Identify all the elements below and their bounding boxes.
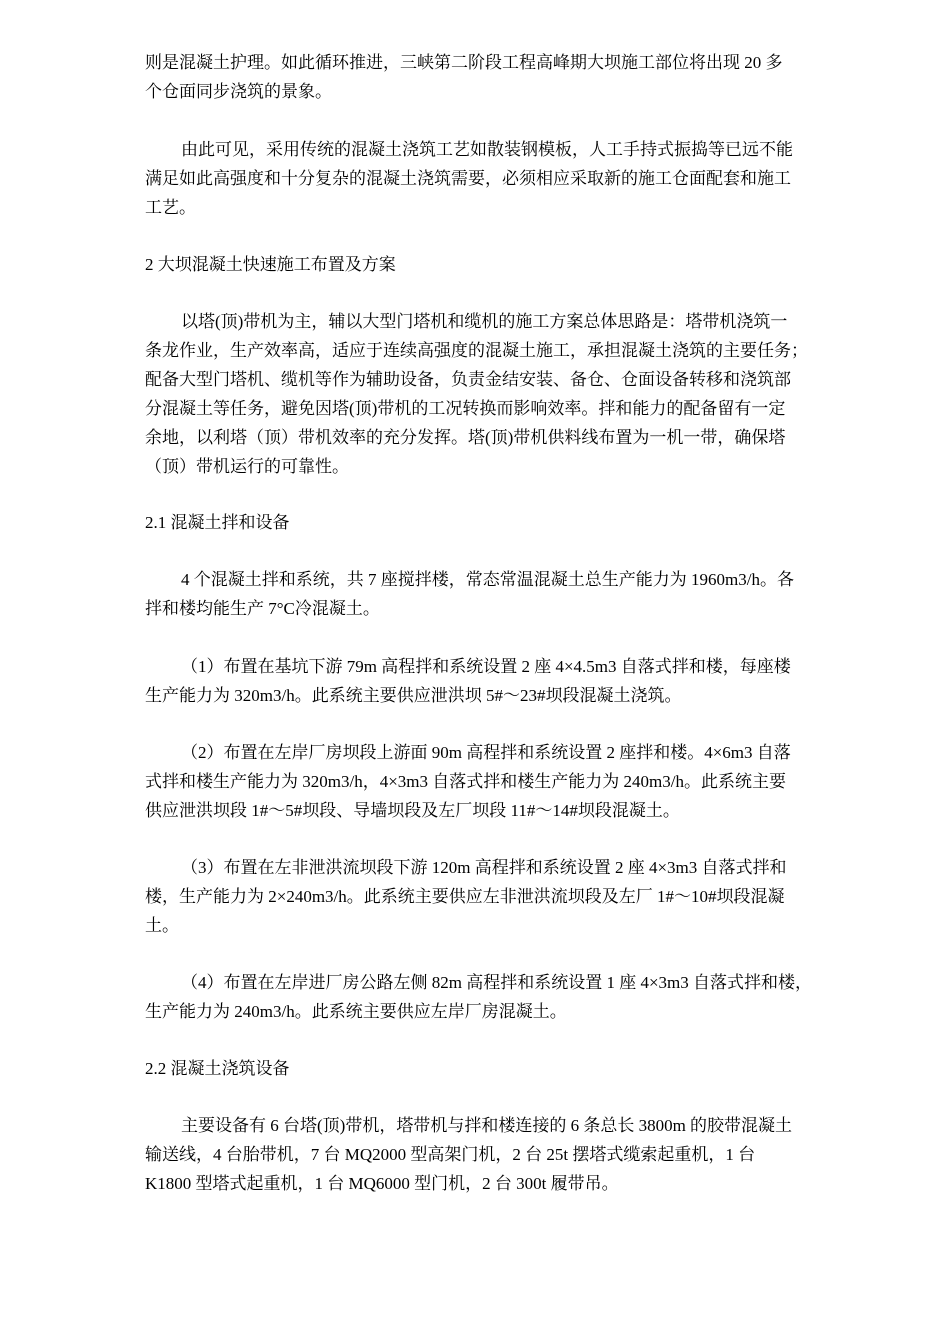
paragraph-mixing-systems (145, 565, 885, 623)
text-line: 土。 (145, 916, 179, 935)
text-line: 分混凝土等任务，避免因塔(顶)带机的工况转换而影响效率。拌和能力的配备留有一定 (145, 399, 786, 418)
section-heading-2-2 (145, 1054, 885, 1083)
paragraph-mixing-system-2 (145, 738, 885, 825)
text-line: 生产能力为 320m3/h。此系统主要供应泄洪坝 5#～23#坝段混凝土浇筑。 (145, 686, 682, 705)
heading-text: 2 大坝混凝土快速施工布置及方案 (145, 255, 396, 274)
text-line: 输送线，4 台胎带机，7 台 MQ2000 型高架门机，2 台 25t 摆塔式缆索起重机，1 台 (145, 1145, 756, 1164)
text-line: （1）布置在基坑下游 79m 高程拌和系统设置 2 座 4×4.5m3 自落式拌和楼，每座楼 (181, 657, 791, 676)
text-line: 供应泄洪坝段 1#～5#坝段、导墙坝段及左厂坝段 11#～14#坝段混凝土。 (145, 801, 680, 820)
text-line: 生产能力为 240m3/h。此系统主要供应左岸厂房混凝土。 (145, 1002, 567, 1021)
paragraph-concrete-curing (145, 48, 885, 106)
paragraph-traditional-process (145, 135, 885, 222)
text-line: 余地，以利塔（顶）带机效率的充分发挥。塔(顶)带机供料线布置为一机一带，确保塔 (145, 428, 786, 447)
text-line: （顶）带机运行的可靠性。 (145, 457, 349, 476)
section-heading-2 (145, 250, 885, 279)
heading-text: 2.2 混凝土浇筑设备 (145, 1059, 290, 1078)
text-line: 由此可见，采用传统的混凝土浇筑工艺如散装钢模板，人工手持式振捣等已远不能 (181, 140, 793, 159)
text-line: （4）布置在左岸进厂房公路左侧 82m 高程拌和系统设置 1 座 4×3m3 自落式拌和楼， (181, 973, 813, 992)
text-line: 满足如此高强度和十分复杂的混凝土浇筑需要，必须相应采取新的施工仓面配套和施工 (145, 169, 791, 188)
text-line: K1800 型塔式起重机，1 台 MQ6000 型门机，2 台 300t 履带吊。 (145, 1174, 619, 1193)
text-line: 条龙作业，生产效率高，适应于连续高强度的混凝土施工，承担混凝土浇筑的主要任务； (145, 341, 808, 360)
text-line: 式拌和楼生产能力为 320m3/h，4×3m3 自落式拌和楼生产能力为 240m3/h。此系统主要 (145, 772, 786, 791)
paragraph-construction-plan (145, 307, 885, 481)
text-line: 以塔(顶)带机为主，辅以大型门塔机和缆机的施工方案总体思路是：塔带机浇筑一 (181, 312, 788, 331)
text-line: （3）布置在左非泄洪流坝段下游 120m 高程拌和系统设置 2 座 4×3m3 自落式拌和 (181, 858, 787, 877)
text-line: （2）布置在左岸厂房坝段上游面 90m 高程拌和系统设置 2 座拌和楼。4×6m3 自落 (181, 743, 791, 762)
text-line: 主要设备有 6 台塔(顶)带机，塔带机与拌和楼连接的 6 条总长 3800m 的胶带混凝土 (181, 1116, 793, 1135)
heading-text: 2.1 混凝土拌和设备 (145, 513, 290, 532)
paragraph-mixing-system-3 (145, 853, 885, 940)
text-line: 个仓面同步浇筑的景象。 (145, 82, 332, 101)
paragraph-mixing-system-1 (145, 652, 885, 710)
text-line: 拌和楼均能生产 7°C冷混凝土。 (145, 599, 380, 618)
paragraph-pouring-equipment (145, 1111, 885, 1198)
text-line: 配备大型门塔机、缆机等作为辅助设备，负责金结安装、备仓、仓面设备转移和浇筑部 (145, 370, 791, 389)
section-heading-2-1 (145, 508, 885, 537)
text-line: 则是混凝土护理。如此循环推进，三峡第二阶段工程高峰期大坝施工部位将出现 20 多 (145, 53, 783, 72)
text-line: 楼，生产能力为 2×240m3/h。此系统主要供应左非泄洪流坝段及左厂 1#～10#坝段混凝 (145, 887, 785, 906)
text-line: 工艺。 (145, 198, 196, 217)
text-line: 4 个混凝土拌和系统，共 7 座搅拌楼，常态常温混凝土总生产能力为 1960m3/h。各 (181, 570, 794, 589)
paragraph-mixing-system-4 (145, 968, 885, 1026)
